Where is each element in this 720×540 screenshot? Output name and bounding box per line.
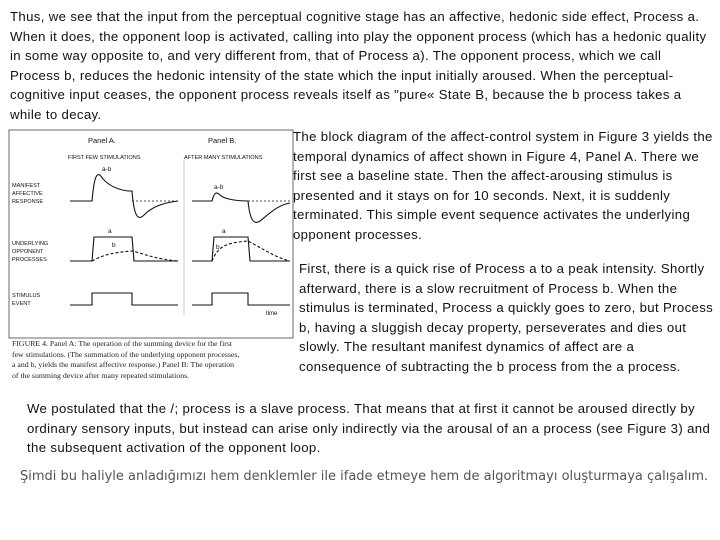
process-a-curve-a [70,237,178,261]
label-b-a: b [112,242,116,249]
label-amb-a: a-b [102,166,112,173]
row-manifest-2: AFFECTIVE [12,191,43,197]
caption-line: of the summing device after many repeated stimulations. [12,370,190,380]
process-b-curve-a [92,251,178,261]
caption-line: a and b, yields the manifest affective response.) Panel B: The operation [12,360,235,370]
panel-b-label: Panel B. [208,136,237,145]
stimulus-a [70,293,178,305]
paragraph-turkish-note: Şimdi bu haliyle anladığımızı hem denklemler ile ifade etmeye hem de algoritmayı oluşturmaya çalışalım. [20,469,709,484]
paragraph-process-dynamics: First, there is a quick rise of Process a to a peak intensity. Shortly afterward, there is a slow recruitment of Process b. When the stimulus is terminated, Process a quickly goes to zero, but Process b, having a sluggish decay property, perseverates and dies out slowly. The resultant manifest dynamics of affect are a consequence of subtracting the b process from the a process. [299,261,714,374]
col-a-label: FIRST FEW STIMULATIONS [68,155,141,161]
paragraph-process-a: Thus, we see that the input from the perceptual cognitive stage has an affective, hedonic side effect, Process a. When it does, the opponent loop is activated, calling into play the opponent process (which has a hedonic quality in some way opposite to, and very different from, that of Process a). The opponent process, which we call Process b, reduces the hedonic intensity of the state which the input initially aroused. When the perceptual-cognitive input ceases, the opponent process reveals itself as "pure« State B, because the b process takes a while to decay. [10,9,707,122]
caption-line: FIGURE 4. Panel A: The operation of the summing device for the first [12,339,233,348]
row-opponent-3: PROCESSES [12,257,47,263]
row-stimulus-1: STIMULUS [12,293,41,299]
figure-4 [8,129,294,391]
label-time: time [266,311,278,317]
manifest-curve-b [192,193,290,222]
col-b-label: AFTER MANY STIMULATIONS [184,155,263,161]
caption-line: few stimulations. (The summation of the underlying opponent processes, [12,349,240,359]
figure-frame [9,130,293,338]
figure-caption [12,339,290,381]
process-b-curve-b [212,241,290,261]
label-a-b: a [222,228,226,235]
row-manifest-3: RESPONSE [12,199,44,205]
figure-4-plot [8,129,294,339]
row-opponent-2: OPPONENT [12,249,44,255]
stimulus-b [192,293,290,305]
process-a-curve-b [192,237,290,261]
paragraph-slave-process: We postulated that the /; process is a slave process. That means that at first it cannot be aroused directly by ordinary sensory inputs, but instead can arise only indirectly via the arousal of an a process (see Figure 3) and the subsequent activation of the opponent loop. [27,401,711,456]
label-a-a: a [108,228,112,235]
row-opponent-1: UNDERLYING [12,241,49,247]
label-b-b: b [216,244,220,251]
row-manifest-1: MANIFEST [12,183,41,189]
paragraph-block-diagram: The block diagram of the affect-control system in Figure 3 yields the temporal dynamics of affect shown in Figure 4, Panel A. There we first see a baseline state. Then the affect-arousing stimulus is presented and it stays on for 10 seconds. Next, it is suddenly terminated. This simple event sequence activates the underlying opponent processes. [293,129,713,242]
label-amb-b: a-b [214,184,224,191]
row-stimulus-2: EVENT [12,301,31,307]
manifest-curve-a [70,175,178,218]
panel-a-label: Panel A. [88,136,116,145]
